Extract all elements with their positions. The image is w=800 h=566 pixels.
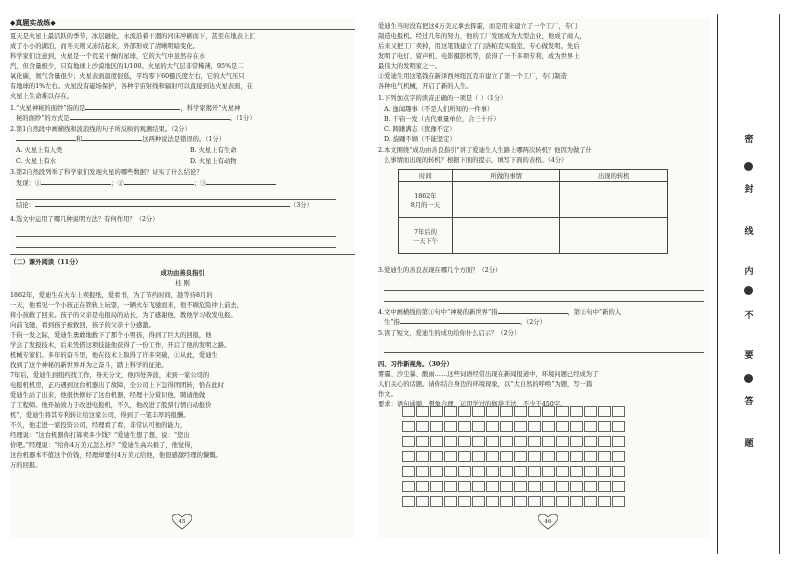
grid-cell[interactable] xyxy=(514,436,527,447)
grid-cell[interactable] xyxy=(542,451,555,462)
grid-cell[interactable] xyxy=(416,451,429,462)
grid-cell[interactable] xyxy=(556,421,569,432)
answer-line[interactable] xyxy=(16,199,336,200)
grid-cell[interactable] xyxy=(430,406,443,417)
section-4-heading: 四、习作新视角。（30分） xyxy=(378,361,453,368)
grid-cell[interactable] xyxy=(458,451,471,462)
grid-cell[interactable] xyxy=(430,466,443,477)
seal-char: 要 xyxy=(744,351,754,361)
essay-prompt xyxy=(378,370,598,410)
text-line: 各种电气机械，开启了新的人生。 xyxy=(378,83,473,90)
answer-line[interactable] xyxy=(384,301,704,302)
answer-blank[interactable] xyxy=(400,323,520,324)
grid-cell[interactable] xyxy=(528,481,541,492)
grid-cell[interactable] xyxy=(500,436,513,447)
text-line: 电报机机房，正巧遇到这台机器出了故障，全公司上下急得团团转，恰在此时 xyxy=(10,382,225,389)
seal-dot xyxy=(744,374,753,383)
table-header-row xyxy=(399,170,668,182)
grid-cell[interactable] xyxy=(514,451,527,462)
grid-cell[interactable] xyxy=(528,451,541,462)
seal-dot xyxy=(744,162,753,171)
answer-blank[interactable] xyxy=(41,184,111,185)
text-line: 1862年，爱迪生在火车上卖报纸，爱看书，为了节约时间，趁等待8月的 xyxy=(10,292,213,299)
grid-cell[interactable] xyxy=(472,421,485,432)
grid-cell[interactable] xyxy=(570,406,583,417)
text-line: 机”，爱迪生将其专利转让给这家公司，得到了一笔丰厚的报酬。 xyxy=(10,412,190,419)
text-line: 千钧一发之际，爱迪生勇敢地救下了那个小男孩，得到了巨大的回报，他 xyxy=(10,332,212,339)
grid-cell[interactable] xyxy=(528,466,541,477)
grid-cell[interactable] xyxy=(570,496,583,507)
grid-cell[interactable] xyxy=(444,421,457,432)
grid-cell[interactable] xyxy=(458,496,471,507)
grid-cell[interactable] xyxy=(416,481,429,492)
text-line: 发明了电灯、留声机、电影摄影机等，获得了一千多项专利，成为世界上 xyxy=(378,53,580,60)
section-header: ◆真题实战练◆ xyxy=(10,18,56,27)
grid-cell[interactable] xyxy=(598,451,611,462)
answer-blank[interactable] xyxy=(498,313,568,314)
grid-cell[interactable] xyxy=(556,406,569,417)
table-row xyxy=(399,218,668,254)
grid-cell[interactable] xyxy=(528,436,541,447)
grid-cell[interactable] xyxy=(570,466,583,477)
grid-cell[interactable] xyxy=(486,451,499,462)
grid-cell[interactable] xyxy=(500,496,513,507)
text-line: 汽，但含量极少，只有地球上沙漠地区的1/100。火星的大气层非常稀薄，95%是二 xyxy=(10,63,244,70)
grid-cell[interactable] xyxy=(598,466,611,477)
text-line: 不久，他走进一家投资公司，经理看了看，非常认可他的能力， xyxy=(10,422,187,429)
table-header: 时间 xyxy=(399,170,453,182)
grid-cell[interactable] xyxy=(472,451,485,462)
story-author: 桂 刚 xyxy=(175,280,190,287)
option-a[interactable]: A. 逸闻趣事（不是人们所知的一件事） xyxy=(384,106,494,113)
text-line: 经理说：“这台机器你打算卖多少钱？”爱迪生想了想，说：“您出 xyxy=(10,432,190,439)
grid-cell[interactable] xyxy=(612,451,625,462)
grid-cell[interactable] xyxy=(472,466,485,477)
text-line: 爱迪生当时没有把这4万美元拿去挥霍，而是用来建立了一个工厂，专门 xyxy=(378,23,578,30)
grid-cell[interactable] xyxy=(458,436,471,447)
essay-writing-grid[interactable] xyxy=(402,406,626,511)
page-number: 45 xyxy=(178,519,186,525)
text-line: 夏天是火星上最活跃的季节，冰层融化，水流沿着干涸的河床冲刷而下，甚至在地表上汇 xyxy=(10,33,256,40)
table-cell-input[interactable] xyxy=(560,218,668,254)
table-cell-input[interactable] xyxy=(452,218,560,254)
question-2: 2.本文围绕“成功由善良指引”讲了爱迪生人生路上哪两次转机？他因为做了什 xyxy=(378,147,592,154)
grid-cell[interactable] xyxy=(612,406,625,417)
question-4: 4.文中画横线的第①句中“神秘的新世界”指 ，第②句中“新的人 xyxy=(378,309,622,316)
grid-cell[interactable] xyxy=(500,466,513,477)
seal-dot xyxy=(744,286,753,295)
question-2-line2: 么事情而出现的转机？根据下面的提示，填写下面的表格。（4分） xyxy=(384,157,568,164)
text-line: 成了小小的湖泊，而冬天则又冻结起来，外部形成了清晰明暗变化。 xyxy=(10,43,199,50)
grid-cell[interactable] xyxy=(402,481,415,492)
grid-cell[interactable] xyxy=(570,481,583,492)
question-3: 3.第2自然段列举了科学家们发现火星的哪些数据？证实了什么结论？ xyxy=(10,169,203,176)
text-line: 了工程师。他开始致力于改进电报机，不久，他改进了股票行情自动报价 xyxy=(10,402,212,409)
answer-blank[interactable] xyxy=(35,206,290,207)
left-page xyxy=(10,18,355,538)
grid-cell[interactable] xyxy=(430,436,443,447)
grid-cell[interactable] xyxy=(402,466,415,477)
text-line: 一天，他看见一个小孩正在铁轨上玩耍，一辆火车飞驰而来，他不顾危险冲上前去， xyxy=(10,302,243,309)
answer-table xyxy=(398,169,668,254)
grid-cell[interactable] xyxy=(542,481,555,492)
story-body xyxy=(10,291,243,471)
text-line: 向前飞驰，看到孩子被救回，孩子的父亲十分感激。 xyxy=(10,322,155,329)
grid-cell[interactable] xyxy=(556,466,569,477)
question-4-line2: 生”指 。（2分） xyxy=(384,319,546,326)
grid-cell[interactable] xyxy=(430,481,443,492)
grid-cell[interactable] xyxy=(458,406,471,417)
grid-cell[interactable] xyxy=(416,466,429,477)
section-rule xyxy=(10,254,355,255)
seal-margin xyxy=(713,14,783,554)
question-2: 2.第1自然段中画横线和波浪线的句子所反映的观测结果。（2分） xyxy=(10,126,191,133)
grid-cell[interactable] xyxy=(612,481,625,492)
table-cell-time: 7年后的 一天下午 xyxy=(399,218,453,254)
grid-cell[interactable] xyxy=(584,481,597,492)
text-line: 万的回报。 xyxy=(10,462,42,469)
text-line: 火星上生命难以存在。 xyxy=(10,93,73,100)
option-c[interactable]: C. 踌躇满志（犹豫不定） xyxy=(384,126,456,133)
seal-char: 答 xyxy=(744,397,754,407)
page-number: 46 xyxy=(544,519,552,525)
grid-cell[interactable] xyxy=(612,436,625,447)
table-header: 所做的事情 xyxy=(452,170,560,182)
grid-cell[interactable] xyxy=(486,496,499,507)
answer-blank[interactable] xyxy=(206,184,276,185)
grid-cell[interactable] xyxy=(500,406,513,417)
table-cell-input[interactable] xyxy=(452,182,560,218)
section-2-heading: （二）课外阅读（11分） xyxy=(10,259,82,266)
grid-cell[interactable] xyxy=(472,496,485,507)
text-line: 找到了这个神秘的新世界并为之奋斗，踏上科学的征途。 xyxy=(10,362,168,369)
grid-cell[interactable] xyxy=(542,496,555,507)
grid-cell[interactable] xyxy=(402,496,415,507)
grid-cell[interactable] xyxy=(612,466,625,477)
seal-char: 题 xyxy=(744,439,754,449)
answer-line[interactable] xyxy=(384,290,704,291)
grid-cell[interactable] xyxy=(612,421,625,432)
answer-line[interactable] xyxy=(384,352,704,353)
grid-cell[interactable] xyxy=(444,451,457,462)
question-4: 4.选文中运用了哪几种说明方法？有何作用？（2分） xyxy=(10,216,159,223)
table-cell-time: 1862年 8月的一天 xyxy=(399,182,453,218)
grid-cell[interactable] xyxy=(556,481,569,492)
question-1-line2: 秘的面纱”的方式是 。（1分） xyxy=(16,115,256,122)
answer-blank[interactable] xyxy=(124,184,194,185)
seal-char: 不 xyxy=(744,311,754,321)
grid-cell[interactable] xyxy=(500,481,513,492)
grid-cell[interactable] xyxy=(402,451,415,462)
header-rule xyxy=(10,29,355,30)
table-header: 出现的转机 xyxy=(560,170,668,182)
grid-cell[interactable] xyxy=(542,406,555,417)
grid-cell[interactable] xyxy=(598,436,611,447)
grid-cell[interactable] xyxy=(444,496,457,507)
grid-cell[interactable] xyxy=(486,436,499,447)
text-line: 要求：语句通顺，想象合理，运用学过的修辞手法，不少于450字。 xyxy=(378,401,567,408)
answer-blank[interactable] xyxy=(82,140,142,141)
grid-cell[interactable] xyxy=(542,466,555,477)
grid-cell[interactable] xyxy=(528,496,541,507)
text-line: 价吧。”经理说：“给你4万美元怎么样？”爱迪生高兴极了，他觉得， xyxy=(10,442,197,449)
text-line: 人们关心的话题。请你结合身边的环境现象，以“大自然的呼唤”为题，写一篇 xyxy=(378,381,593,388)
margin-line xyxy=(779,14,780,554)
grid-cell[interactable] xyxy=(472,406,485,417)
grid-cell[interactable] xyxy=(584,451,597,462)
grid-cell[interactable] xyxy=(584,436,597,447)
grid-cell[interactable] xyxy=(486,481,499,492)
seal-char: 封 xyxy=(744,185,754,195)
grid-cell[interactable] xyxy=(472,436,485,447)
grid-cell[interactable] xyxy=(444,481,457,492)
grid-cell[interactable] xyxy=(514,481,527,492)
passage-continued xyxy=(378,22,586,92)
grid-cell[interactable] xyxy=(416,436,429,447)
grid-cell[interactable] xyxy=(402,436,415,447)
grid-cell[interactable] xyxy=(486,421,499,432)
grid-cell[interactable] xyxy=(416,406,429,417)
grid-cell[interactable] xyxy=(458,481,471,492)
text-line: 将小孩救了回来。孩子的父亲是电报局的站长，为了感谢他，教他学习收发电报。 xyxy=(10,312,237,319)
grid-cell[interactable] xyxy=(584,421,597,432)
grid-cell[interactable] xyxy=(444,466,457,477)
seal-char: 内 xyxy=(744,267,754,277)
grid-cell[interactable] xyxy=(500,421,513,432)
answer-line[interactable] xyxy=(16,247,336,248)
text-line: 机械专家们。多年的奋斗里，他在技术上取得了许多突破，①从此，爱迪生 xyxy=(10,352,218,359)
question-3: 3.爱迪生的善良表现在哪几个方面？（2分） xyxy=(378,267,502,274)
grid-cell[interactable] xyxy=(598,406,611,417)
right-page xyxy=(378,18,710,538)
margin-line xyxy=(717,14,718,554)
grid-cell[interactable] xyxy=(472,481,485,492)
answer-blank[interactable] xyxy=(85,109,180,110)
question-2-line2: 和 这两种说法是错误的。（1分） xyxy=(16,135,225,145)
answer-blank[interactable] xyxy=(70,119,230,120)
grid-cell[interactable] xyxy=(570,451,583,462)
option-b[interactable]: B. 火星上有生命 xyxy=(190,147,237,154)
grid-cell[interactable] xyxy=(458,421,471,432)
text-line: 学会了发报技术，后来凭借这项技能他获得了一份工作，开启了他的发明之路。 xyxy=(10,342,231,349)
grid-cell[interactable] xyxy=(584,466,597,477)
grid-cell[interactable] xyxy=(500,451,513,462)
grid-cell[interactable] xyxy=(528,421,541,432)
option-d[interactable]: D. 火星上有动物 xyxy=(190,158,237,165)
text-line: 科学家们注意到，火星是一个荒芜干燥的星球，它的大气中虽然存在水 xyxy=(10,53,206,60)
option-d[interactable]: D. 旋踵不顾（不能坚定） xyxy=(384,136,456,143)
seal-char: 密 xyxy=(744,135,754,145)
grid-cell[interactable] xyxy=(528,406,541,417)
grid-cell[interactable] xyxy=(486,406,499,417)
grid-cell[interactable] xyxy=(514,466,527,477)
grid-cell[interactable] xyxy=(486,466,499,477)
question-1: 1.“火星神秘的面纱”指的是 ，科学家揭开“火星神 xyxy=(10,105,241,112)
grid-cell[interactable] xyxy=(402,406,415,417)
grid-cell[interactable] xyxy=(598,496,611,507)
table-cell-input[interactable] xyxy=(560,182,668,218)
grid-cell[interactable] xyxy=(416,421,429,432)
grid-cell[interactable] xyxy=(514,406,527,417)
text-line: 最伟大的发明家之一。 xyxy=(378,63,441,70)
grid-cell[interactable] xyxy=(430,421,443,432)
question-1: 1.下列加点字的读音正确的一项是（ ）（1分） xyxy=(378,95,507,102)
text-line: 有地球的1%左右。火星没有磁场保护，各种宇宙射线和辐射可以直接到达火星表面，在 xyxy=(10,83,253,90)
text-line: 爱迪生站了出来，他很快修好了这台机器，经理十分赏识他，聘请他做 xyxy=(10,392,206,399)
grid-cell[interactable] xyxy=(598,481,611,492)
grid-cell[interactable] xyxy=(430,496,443,507)
grid-cell[interactable] xyxy=(416,496,429,507)
question-3-conclusion: 结论： （3分） xyxy=(16,202,313,209)
story-title: 成功由善良指引 xyxy=(160,270,205,277)
grid-cell[interactable] xyxy=(444,406,457,417)
grid-cell[interactable] xyxy=(570,436,583,447)
table-row xyxy=(399,182,668,218)
text-line: ②爱迪生用这笔钱在新泽西州纽瓦克市建立了第一个工厂，专门制造 xyxy=(378,73,567,80)
grid-cell[interactable] xyxy=(402,421,415,432)
grid-cell[interactable] xyxy=(556,496,569,507)
text-line: 雾霾、沙尘暴、酸雨……这些词语经常出现在新闻报道中，环境问题已经成为了 xyxy=(378,371,599,378)
answer-blank[interactable] xyxy=(16,140,76,141)
text-line: 7年后，爱迪生到纽约找工作，身无分文，他四处奔波，来到一家公司的 xyxy=(10,372,210,379)
option-a[interactable]: A. 火星上有人类 xyxy=(16,147,63,154)
answer-line[interactable] xyxy=(16,236,336,237)
text-line: 制造电报机。经过几年的努力，他的工厂发展成为大型企业，他成了商人， xyxy=(378,33,586,40)
option-c[interactable]: C. 火星上有水 xyxy=(16,158,57,165)
grid-cell[interactable] xyxy=(612,496,625,507)
option-b[interactable]: B. 千钧一发（古代重量单位，合三十斤） xyxy=(384,116,500,123)
text-line: 这台机器本不值这个价钱，经理却要付4万美元给他，他很感激经理的慷慨。 xyxy=(10,452,222,459)
grid-cell[interactable] xyxy=(458,466,471,477)
grid-cell[interactable] xyxy=(542,436,555,447)
grid-cell[interactable] xyxy=(542,421,555,432)
grid-cell[interactable] xyxy=(514,421,527,432)
grid-cell[interactable] xyxy=(556,436,569,447)
question-3-findings: 发现：① ；② ；③ xyxy=(16,179,276,189)
grid-cell[interactable] xyxy=(584,406,597,417)
passage-1 xyxy=(10,32,256,102)
question-5: 5.读了短文，爱迪生的成功给你什么启示？（2分） xyxy=(378,330,521,337)
grid-cell[interactable] xyxy=(570,421,583,432)
grid-cell[interactable] xyxy=(430,451,443,462)
grid-cell[interactable] xyxy=(556,451,569,462)
grid-cell[interactable] xyxy=(584,496,597,507)
text-line: 作文。 xyxy=(378,391,397,398)
grid-cell[interactable] xyxy=(444,436,457,447)
grid-cell[interactable] xyxy=(514,496,527,507)
text-line: 氧化碳，氮气含量很少；火星表面温度很低，平均零下60摄氏度左右，它的大气压只 xyxy=(10,73,245,80)
grid-cell[interactable] xyxy=(598,421,611,432)
text-line: 后来又把工厂卖掉，用这笔钱建立了门洛帕克实验室，专心做发明。先后 xyxy=(378,43,580,50)
seal-char: 线 xyxy=(744,227,754,237)
